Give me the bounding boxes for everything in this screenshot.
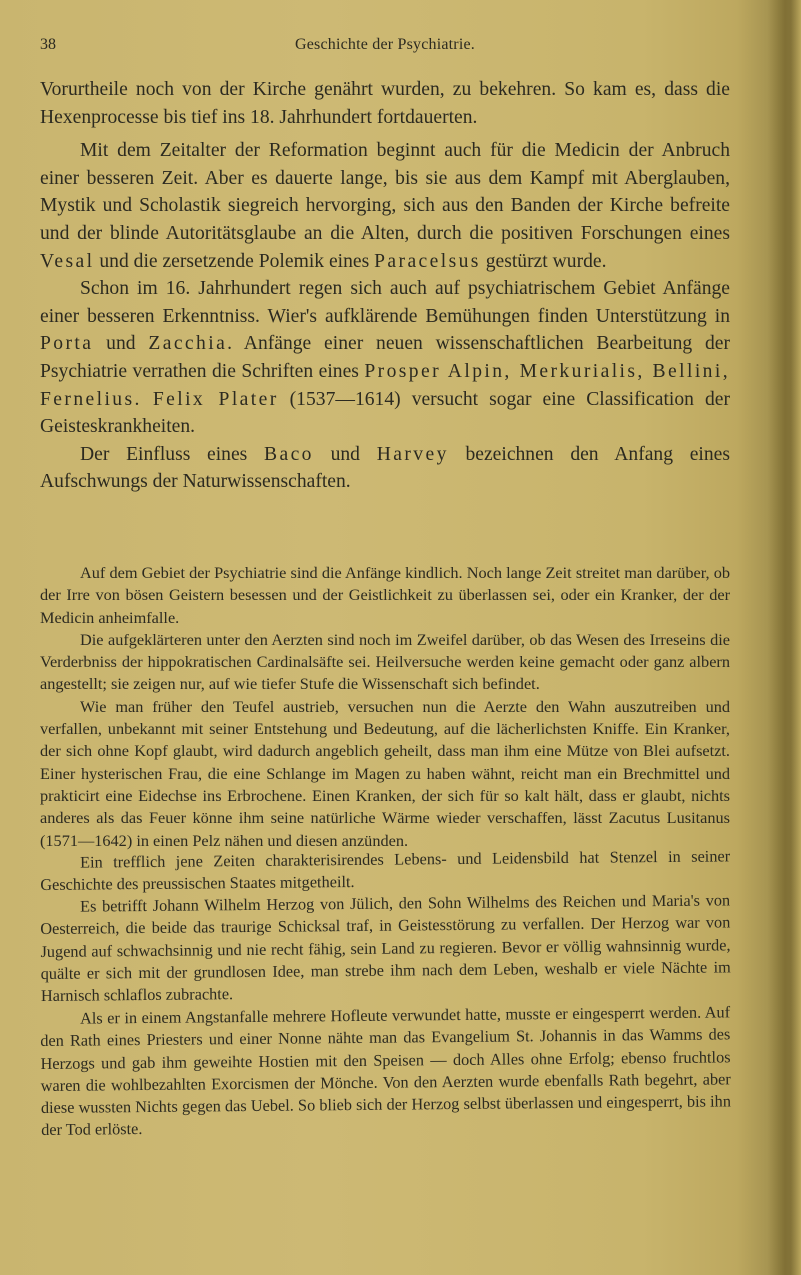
paragraph-baco-harvey: Der Einfluss eines Baco und Harvey bezeichnen den Anfang eines Aufschwungs der Naturwissenschaften. (40, 443, 730, 493)
paragraph-beginnings: Auf dem Gebiet der Psychiatrie sind die Anfänge kindlich. Noch lange Zeit streitet man darüber, ob der Irre von bösen Geistern besessen und der Geistlichkeit zu überlassen sei, oder ein Kranker, der der Medicin anheimfalle. (40, 563, 730, 627)
name-vesal: Vesal (40, 250, 95, 272)
paragraph-angstanfall: Als er in einem Angstanfalle mehrere Hofleute verwundet hatte, musste er eingesperrt werden. Auf den Rath eines Priesters und einer Nonne nähte man das Evangelium St. Johannis in das Wamms des Herzogs und gab ihm geweihte Hostien mit den Speisen — doch Alles ohne Erfolg; ebenso fruchtlos waren die wohlbezahlten Exorcismen der Mönche. Von den Aerzten wurde ebenfalls Rath begehrt, aber diese wussten Nichts gegen das Uebel. So blieb sich der Herzog selbst überlassen und eingesperrt, bis ihn der Tod erlöste. (40, 1002, 732, 1140)
name-zacchia: Zacchia (148, 333, 228, 355)
main-text-large (40, 76, 730, 496)
paragraph-stenzel: Ein trefflich jene Zeiten charakterisirendes Lebens- und Leidensbild hat Stenzel in seiner Geschichte des preussischen Staates mitgetheilt. (40, 846, 731, 895)
paragraph-16th-century: Schon im 16. Jahrhundert regen sich auch auf psychiatrischem Gebiet Anfänge einer besseren Erkenntniss. Wier's aufklärende Bemühungen finden Unterstützung in Porta und Zacchia. Anfänge einer neuen wissenschaftlichen Bearbeitung der Psychiatrie verrathen die Schriften eines Prosper Alpin, Merkurialis, Bellini, Fernelius. Felix Plater (1537—1614) versucht sogar eine Classification der Geisteskrankheiten. (40, 278, 731, 438)
page-number: 38 (40, 36, 56, 53)
paragraph-doctors-doubt: Die aufgeklärteren unter den Aerzten sind noch im Zweifel darüber, ob das Wesen des Irreseins die Verderbniss der hippokratischen Cardinalsäfte sei. Heilversuche werden keine gemacht oder ganz albern angestellt; sie zeigen nur, auf wie tiefer Stufe die Wissenschaft sich befindet. (40, 629, 730, 694)
paragraph-devil-cures: Wie man früher den Teufel austrieb, versuchen nun die Aerzte den Wahn auszutreiben und verfallen, unbekannt mit seiner Entstehung und Bedeutung, auf die lächerlichsten Kniffe. Ein Kranker, der sich ohne Kopf glaubt, wird dadurch angeblich geheilt, dass man ihm eine Mütze von Blei aufsetzt. Einer hysterischen Frau, die eine Schlange im Magen zu haben wähnt, reicht man ein Brechmittel und prakticirt eine Eidechse ins Erbrochene. Einen Kranken, der sich für so kalt hält, dass er glaubt, nichts anderes als das Feuer könne ihm seine natürliche Wärme wieder verschaffen, lässt Zacutus Lusitanus (1571—1642) in einen Pelz nähen und diesen anzünden. (40, 696, 730, 850)
names-list: Prosper Alpin, Merkurialis, Bellini, Fernelius. (40, 360, 730, 410)
name-plater: Felix Plater (152, 388, 279, 410)
main-text-small (40, 562, 730, 1142)
running-title: Geschichte der Psychiatrie. (294, 36, 475, 53)
name-paracelsus: Paracelsus (374, 250, 481, 272)
paragraph-reformation: Mit dem Zeitalter der Reformation beginnt auch für die Medicin der Anbruch einer besseren Zeit. Aber es dauerte lange, bis sie aus dem Kampf mit Aberglauben, Mystik und Scholastik siegreich hervorging, sich aus den Banden der Kirche befreite und der blinde Autoritätsglaube an die Alten, durch die positiven Forschungen eines Vesal und die zersetzende Polemik eines Paracelsus gestürzt wurde. (40, 140, 730, 272)
name-baco: Baco (264, 443, 314, 465)
name-porta: Porta (40, 333, 94, 355)
name-harvey: Harvey (376, 443, 449, 465)
paragraph-intro: Vorurtheile noch von der Kirche genährt wurden, zu bekehren. So kam es, dass die Hexenprocesse bis tief ins 18. Jahrhundert fortdauerten. (40, 79, 730, 128)
page-header (40, 36, 730, 56)
paragraph-herzog: Es betrifft Johann Wilhelm Herzog von Jülich, den Sohn Wilhelms des Reichen und Maria's von Oesterreich, die beide das traurige Schicksal traf, in Geistesstörung zu verfallen. Der Herzog war von Jugend auf schwachsinnig und nie recht fähig, sein Land zu regieren. Bevor er völlig wahnsinnig wurde, quälte er sich mit der grundlosen Idee, man strebe ihm nach dem Leben, weshalb er viele Nächte im Harnisch schlaflos zubrachte. (40, 890, 731, 1006)
binding-shadow (767, 0, 801, 1275)
